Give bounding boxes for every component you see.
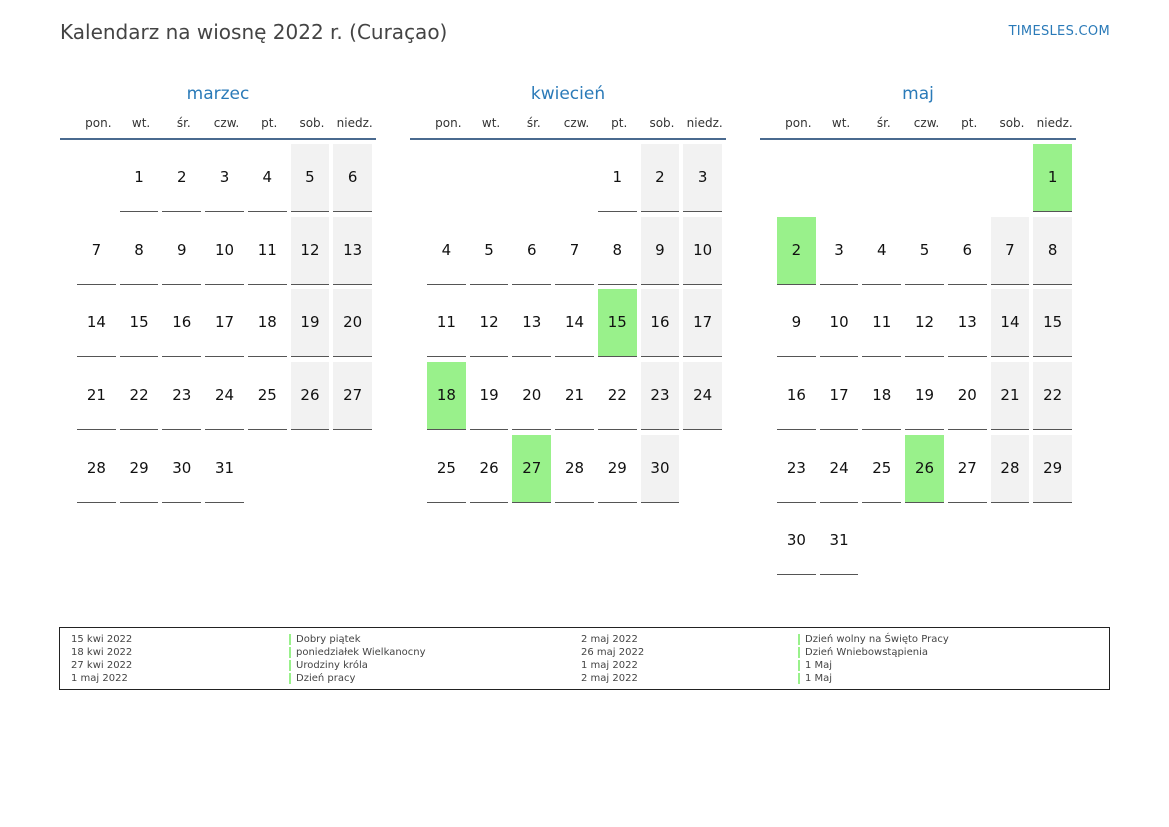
week-row xyxy=(77,435,376,508)
weeks xyxy=(410,144,726,507)
day-cell: 30 xyxy=(641,435,680,503)
day-cell: 27 xyxy=(512,435,551,503)
weekday-header xyxy=(410,116,726,140)
day-cell xyxy=(683,435,722,502)
day-cell: 5 xyxy=(470,217,509,285)
day-cell xyxy=(862,144,901,211)
day-cell: 5 xyxy=(291,144,330,212)
day-cell xyxy=(948,507,987,574)
site-link[interactable]: TIMESLES.COM xyxy=(1008,24,1110,39)
day-cell xyxy=(862,507,901,574)
legend-holiday-name: Dobry piątek xyxy=(296,634,361,645)
day-cell: 14 xyxy=(555,289,594,357)
legend-holiday-name: Dzień pracy xyxy=(296,673,356,684)
day-cell: 12 xyxy=(470,289,509,357)
day-cell: 1 xyxy=(598,144,637,212)
day-cell: 6 xyxy=(333,144,372,212)
day-cell: 23 xyxy=(777,435,816,503)
day-cell: 24 xyxy=(205,362,244,430)
day-cell: 23 xyxy=(641,362,680,430)
day-cell: 2 xyxy=(777,217,816,285)
day-cell: 27 xyxy=(948,435,987,503)
week-row xyxy=(77,217,376,290)
weekday-label: pt. xyxy=(611,116,628,130)
day-cell: 15 xyxy=(598,289,637,357)
day-cell: 20 xyxy=(948,362,987,430)
day-cell: 13 xyxy=(333,217,372,285)
day-cell: 16 xyxy=(162,289,201,357)
day-cell: 12 xyxy=(291,217,330,285)
day-cell: 1 xyxy=(120,144,159,212)
holiday-legend xyxy=(59,627,1110,690)
weekday-label: pon. xyxy=(435,116,462,130)
weekday-header xyxy=(60,116,376,140)
day-cell: 21 xyxy=(555,362,594,430)
day-cell xyxy=(905,507,944,574)
day-cell: 31 xyxy=(820,507,859,575)
week-row xyxy=(777,362,1076,435)
day-cell xyxy=(948,144,987,211)
day-cell: 23 xyxy=(162,362,201,430)
legend-right-dates xyxy=(581,633,644,685)
day-cell: 14 xyxy=(77,289,116,357)
day-cell: 30 xyxy=(162,435,201,503)
legend-holiday-name: Dzień wolny na Święto Pracy xyxy=(805,634,949,645)
day-cell: 18 xyxy=(248,289,287,357)
day-cell: 21 xyxy=(77,362,116,430)
day-cell: 17 xyxy=(205,289,244,357)
legend-date: 26 maj 2022 xyxy=(581,647,645,658)
day-cell: 8 xyxy=(120,217,159,285)
weeks xyxy=(760,144,1076,580)
holiday-marker xyxy=(289,660,291,671)
day-cell: 21 xyxy=(991,362,1030,430)
day-cell: 2 xyxy=(162,144,201,212)
day-cell: 1 xyxy=(1033,144,1072,212)
day-cell: 26 xyxy=(470,435,509,503)
weekday-label: pon. xyxy=(85,116,112,130)
legend-holiday-name: Dzień Wniebowstąpienia xyxy=(805,647,928,658)
legend-date: 2 maj 2022 xyxy=(581,673,638,684)
week-row xyxy=(777,217,1076,290)
weekday-label: śr. xyxy=(176,116,191,130)
page-title: Kalendarz na wiosnę 2022 r. (Curaçao) xyxy=(60,20,448,44)
day-cell: 11 xyxy=(248,217,287,285)
day-cell: 7 xyxy=(991,217,1030,285)
day-cell: 28 xyxy=(991,435,1030,503)
day-cell xyxy=(905,144,944,211)
week-row xyxy=(777,435,1076,508)
day-cell xyxy=(512,144,551,211)
day-cell: 25 xyxy=(427,435,466,503)
holiday-marker xyxy=(798,634,800,645)
day-cell xyxy=(820,144,859,211)
day-cell xyxy=(1033,507,1072,574)
weekday-label: niedz. xyxy=(686,116,723,130)
day-cell: 13 xyxy=(948,289,987,357)
week-row xyxy=(77,362,376,435)
day-cell: 4 xyxy=(248,144,287,212)
day-cell xyxy=(291,435,330,502)
day-cell: 24 xyxy=(820,435,859,503)
day-cell: 7 xyxy=(77,217,116,285)
holiday-marker xyxy=(798,673,800,684)
day-cell: 25 xyxy=(248,362,287,430)
weekday-label: pt. xyxy=(261,116,278,130)
weekday-label: wt. xyxy=(831,116,851,130)
month-2 xyxy=(760,84,1076,580)
day-cell: 12 xyxy=(905,289,944,357)
day-cell xyxy=(248,435,287,502)
day-cell xyxy=(470,144,509,211)
weekday-label: śr. xyxy=(526,116,541,130)
month-0 xyxy=(60,84,376,507)
legend-date: 1 maj 2022 xyxy=(71,673,128,684)
day-cell: 22 xyxy=(598,362,637,430)
weekday-label: niedz. xyxy=(1036,116,1073,130)
day-cell xyxy=(777,144,816,211)
day-cell: 28 xyxy=(77,435,116,503)
day-cell: 29 xyxy=(120,435,159,503)
weekday-label: sob. xyxy=(299,116,325,130)
day-cell: 25 xyxy=(862,435,901,503)
weekday-label: czw. xyxy=(213,116,240,130)
legend-holiday-name: poniedziałek Wielkanocny xyxy=(296,647,426,658)
legend-left-dates xyxy=(71,633,132,685)
day-cell: 7 xyxy=(555,217,594,285)
day-cell: 19 xyxy=(470,362,509,430)
day-cell: 10 xyxy=(820,289,859,357)
day-cell: 16 xyxy=(777,362,816,430)
day-cell: 6 xyxy=(948,217,987,285)
holiday-marker xyxy=(289,634,291,645)
weekday-header xyxy=(760,116,1076,140)
day-cell: 17 xyxy=(683,289,722,357)
day-cell: 17 xyxy=(820,362,859,430)
day-cell: 29 xyxy=(598,435,637,503)
day-cell xyxy=(991,144,1030,211)
legend-date: 18 kwi 2022 xyxy=(71,647,133,658)
legend-date: 27 kwi 2022 xyxy=(71,660,133,671)
day-cell: 9 xyxy=(641,217,680,285)
weekday-label: wt. xyxy=(131,116,151,130)
legend-date: 1 maj 2022 xyxy=(581,660,638,671)
weekday-label: pt. xyxy=(961,116,978,130)
month-name: marzec xyxy=(186,84,250,104)
weekday-label: sob. xyxy=(649,116,675,130)
weekday-label: sob. xyxy=(999,116,1025,130)
month-1 xyxy=(410,84,726,507)
weekday-label: śr. xyxy=(876,116,891,130)
legend-date: 2 maj 2022 xyxy=(581,634,638,645)
day-cell: 3 xyxy=(683,144,722,212)
day-cell: 14 xyxy=(991,289,1030,357)
month-name: maj xyxy=(902,84,934,104)
week-row xyxy=(427,289,726,362)
week-row xyxy=(427,435,726,508)
legend-left-names xyxy=(289,633,426,685)
day-cell: 24 xyxy=(683,362,722,430)
day-cell: 11 xyxy=(862,289,901,357)
holiday-marker xyxy=(798,660,800,671)
day-cell xyxy=(77,144,116,211)
day-cell: 20 xyxy=(512,362,551,430)
day-cell: 11 xyxy=(427,289,466,357)
day-cell: 29 xyxy=(1033,435,1072,503)
legend-right-names xyxy=(798,633,949,685)
day-cell: 9 xyxy=(162,217,201,285)
day-cell: 5 xyxy=(905,217,944,285)
legend-holiday-name: 1 Maj xyxy=(805,660,833,671)
weekday-label: czw. xyxy=(563,116,590,130)
day-cell: 4 xyxy=(427,217,466,285)
day-cell: 10 xyxy=(683,217,722,285)
holiday-marker xyxy=(289,673,291,684)
day-cell: 28 xyxy=(555,435,594,503)
holiday-marker xyxy=(798,647,800,658)
week-row xyxy=(777,289,1076,362)
day-cell xyxy=(991,507,1030,574)
holiday-marker xyxy=(289,647,291,658)
day-cell: 18 xyxy=(862,362,901,430)
legend-date: 15 kwi 2022 xyxy=(71,634,133,645)
weekday-label: czw. xyxy=(913,116,940,130)
month-name: kwiecień xyxy=(530,84,606,104)
day-cell: 8 xyxy=(598,217,637,285)
day-cell: 20 xyxy=(333,289,372,357)
day-cell: 22 xyxy=(1033,362,1072,430)
week-row xyxy=(77,289,376,362)
week-row xyxy=(777,144,1076,217)
day-cell: 27 xyxy=(333,362,372,430)
week-row xyxy=(427,144,726,217)
day-cell: 6 xyxy=(512,217,551,285)
day-cell: 15 xyxy=(120,289,159,357)
weekday-label: niedz. xyxy=(336,116,373,130)
day-cell: 9 xyxy=(777,289,816,357)
day-cell xyxy=(333,435,372,502)
week-row xyxy=(427,217,726,290)
day-cell: 22 xyxy=(120,362,159,430)
weeks xyxy=(60,144,376,507)
day-cell xyxy=(555,144,594,211)
week-row xyxy=(77,144,376,217)
day-cell: 13 xyxy=(512,289,551,357)
day-cell: 18 xyxy=(427,362,466,430)
weekday-label: pon. xyxy=(785,116,812,130)
day-cell: 30 xyxy=(777,507,816,575)
day-cell: 10 xyxy=(205,217,244,285)
day-cell: 3 xyxy=(205,144,244,212)
day-cell: 2 xyxy=(641,144,680,212)
day-cell: 4 xyxy=(862,217,901,285)
week-row xyxy=(427,362,726,435)
day-cell: 26 xyxy=(291,362,330,430)
legend-holiday-name: Urodziny króla xyxy=(296,660,368,671)
day-cell: 8 xyxy=(1033,217,1072,285)
day-cell: 15 xyxy=(1033,289,1072,357)
legend-holiday-name: 1 Maj xyxy=(805,673,833,684)
day-cell xyxy=(427,144,466,211)
week-row xyxy=(777,507,1076,580)
day-cell: 26 xyxy=(905,435,944,503)
day-cell: 31 xyxy=(205,435,244,503)
day-cell: 19 xyxy=(291,289,330,357)
day-cell: 19 xyxy=(905,362,944,430)
day-cell: 16 xyxy=(641,289,680,357)
day-cell: 3 xyxy=(820,217,859,285)
weekday-label: wt. xyxy=(481,116,501,130)
